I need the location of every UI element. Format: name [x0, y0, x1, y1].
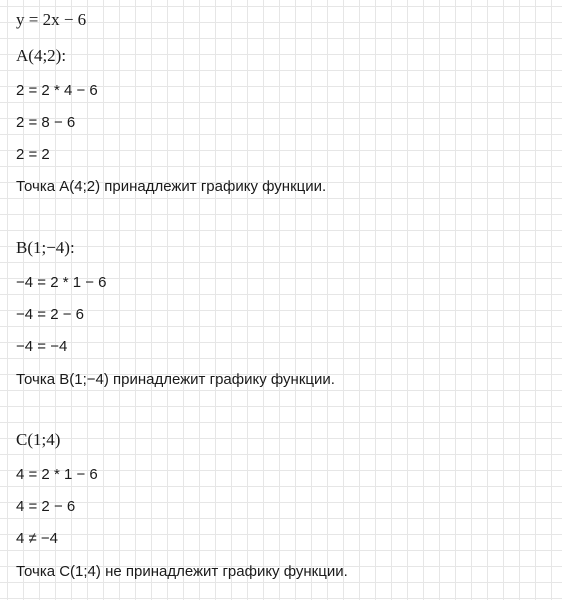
point-a-step-3: 2 = 2: [16, 146, 50, 163]
point-a-step-1: 2 = 2 * 4 − 6: [16, 82, 98, 99]
point-b-header: B(1;−4):: [16, 238, 75, 257]
point-b-step-2: −4 = 2 − 6: [16, 306, 84, 323]
point-b-conclusion: Точка B(1;−4) принадлежит графику функции.: [16, 371, 335, 388]
function-equation: y = 2x − 6: [16, 10, 87, 29]
point-c-step-1: 4 = 2 * 1 − 6: [16, 466, 98, 483]
point-a-conclusion: Точка A(4;2) принадлежит графику функции.: [16, 178, 327, 195]
point-a-step-2: 2 = 8 − 6: [16, 114, 76, 131]
point-b-step-3: −4 = −4: [16, 338, 68, 355]
point-b-step-1: −4 = 2 * 1 − 6: [16, 274, 107, 291]
point-c-conclusion: Точка C(1;4) не принадлежит графику функции.: [16, 563, 348, 580]
point-c-header: C(1;4): [16, 430, 61, 449]
point-c-step-2: 4 = 2 − 6: [16, 498, 76, 515]
point-a-header: A(4;2):: [16, 46, 67, 65]
point-c-step-3: 4 ≠ −4: [16, 530, 59, 547]
